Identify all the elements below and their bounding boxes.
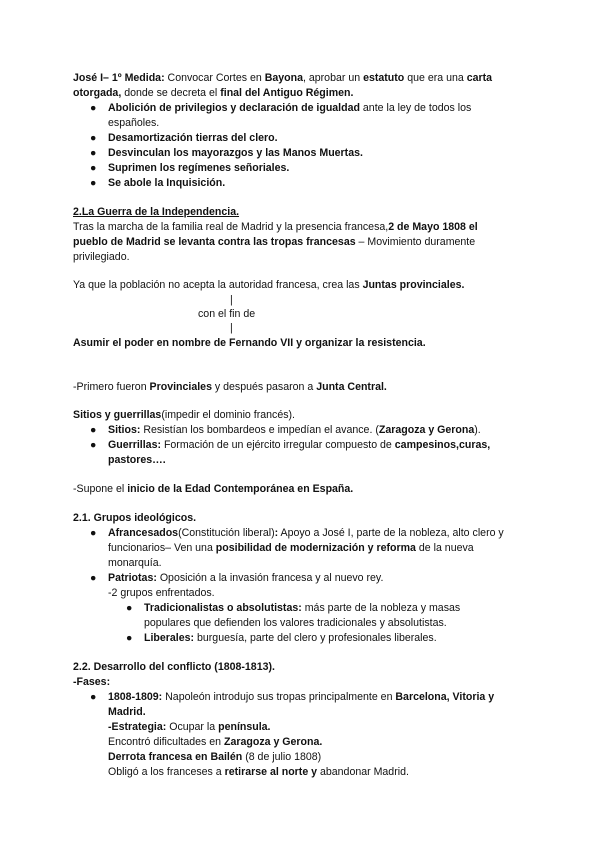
bullet-icon: ● bbox=[90, 439, 97, 451]
list-item: Sitios: Resistían los bombardeos e impedían el avance. (Zaragoza y Gerona). bbox=[108, 424, 481, 436]
sub-list-item: Tradicionalistas o absolutistas: más parte de la nobleza y masas bbox=[144, 602, 461, 614]
paragraph-line: Sitios y guerrillas(impedir el dominio francés). bbox=[73, 409, 295, 421]
paragraph-line: Ya que la población no acepta la autoridad francesa, crea las Juntas provinciales. bbox=[73, 279, 465, 291]
list-item: 1808-1809: Napoleón introdujo sus tropas principalmente en Barcelona, Vitoria y bbox=[108, 691, 495, 703]
list-item-cont: pastores…. bbox=[108, 454, 166, 466]
paragraph-line: -Fases: bbox=[73, 676, 111, 688]
paragraph-line: pueblo de Madrid se levanta contra las tropas francesas – Movimiento duramente bbox=[73, 236, 476, 248]
list-item: Patriotas: Oposición a la invasión francesa y al nuevo rey. bbox=[108, 572, 384, 584]
paragraph-line: privilegiado. bbox=[73, 251, 130, 263]
bullet-icon: ● bbox=[90, 162, 97, 174]
list-item: Desvinculan los mayorazgos y las Manos Muertas. bbox=[108, 147, 363, 159]
list-item-cont: Encontró dificultades en Zaragoza y Gerona. bbox=[108, 736, 323, 748]
paragraph-line: Asumir el poder en nombre de Fernando VII y organizar la resistencia. bbox=[73, 337, 426, 349]
list-item-cont: Derrota francesa en Bailén (8 de julio 1808) bbox=[108, 751, 322, 763]
list-item: Desamortización tierras del clero. bbox=[108, 132, 278, 144]
sub-bullet-icon: ● bbox=[126, 602, 133, 614]
bullet-icon: ● bbox=[90, 102, 97, 114]
list-item-cont: -Estrategia: Ocupar la península. bbox=[108, 721, 271, 733]
bullet-icon: ● bbox=[90, 572, 97, 584]
section-heading: 2.La Guerra de la Independencia. bbox=[73, 206, 240, 218]
paragraph-line: -Supone el inicio de la Edad Contemporánea en España. bbox=[73, 483, 354, 495]
list-item: Abolición de privilegios y declaración de igualdad ante la ley de todos los bbox=[108, 102, 472, 114]
bullet-icon: ● bbox=[90, 691, 97, 703]
list-item: Se abole la Inquisición. bbox=[108, 177, 226, 189]
list-item-cont: monarquía. bbox=[108, 557, 162, 569]
intro-line-2: otorgada, donde se decreta el final del Antiguo Régimen. bbox=[73, 87, 354, 99]
connector-text: con el fin de bbox=[198, 308, 256, 320]
bullet-icon: ● bbox=[90, 527, 97, 539]
list-item-cont: -2 grupos enfrentados. bbox=[108, 587, 215, 599]
sub-list-item: Liberales: burguesía, parte del clero y profesionales liberales. bbox=[144, 632, 437, 644]
paragraph-line: Tras la marcha de la familia real de Madrid y la presencia francesa,2 de Mayo 1808 el bbox=[73, 221, 478, 233]
sub-bullet-icon: ● bbox=[126, 632, 133, 644]
paragraph-line: -Primero fueron Provinciales y después pasaron a Junta Central. bbox=[73, 381, 387, 393]
section-heading: 2.1. Grupos ideológicos. bbox=[73, 512, 197, 524]
connector-pipe: | bbox=[230, 322, 233, 334]
bullet-icon: ● bbox=[90, 177, 97, 189]
bullet-icon: ● bbox=[90, 424, 97, 436]
list-item-cont: funcionarios– Ven una posibilidad de modernización y reforma de la nueva bbox=[108, 542, 474, 554]
list-item: Suprimen los regímenes señoriales. bbox=[108, 162, 290, 174]
section-heading: 2.2. Desarrollo del conflicto (1808-1813). bbox=[73, 661, 275, 673]
list-item: Guerrillas: Formación de un ejército irregular compuesto de campesinos,curas, bbox=[108, 439, 491, 451]
list-item-cont: Madrid. bbox=[108, 706, 146, 718]
list-item-cont: españoles. bbox=[108, 117, 160, 129]
intro-line-1: José I– 1º Medida: Convocar Cortes en Bayona, aprobar un estatuto que era una carta bbox=[73, 72, 493, 84]
list-item: Afrancesados(Constitución liberal): Apoyo a José I, parte de la nobleza, alto clero y bbox=[108, 527, 504, 539]
list-item-cont: Obligó a los franceses a retirarse al norte y abandonar Madrid. bbox=[108, 766, 409, 778]
bullet-icon: ● bbox=[90, 132, 97, 144]
connector-pipe: | bbox=[230, 294, 233, 306]
bullet-icon: ● bbox=[90, 147, 97, 159]
sub-list-item-cont: populares que defienden los valores tradicionales y absolutistas. bbox=[144, 617, 447, 629]
